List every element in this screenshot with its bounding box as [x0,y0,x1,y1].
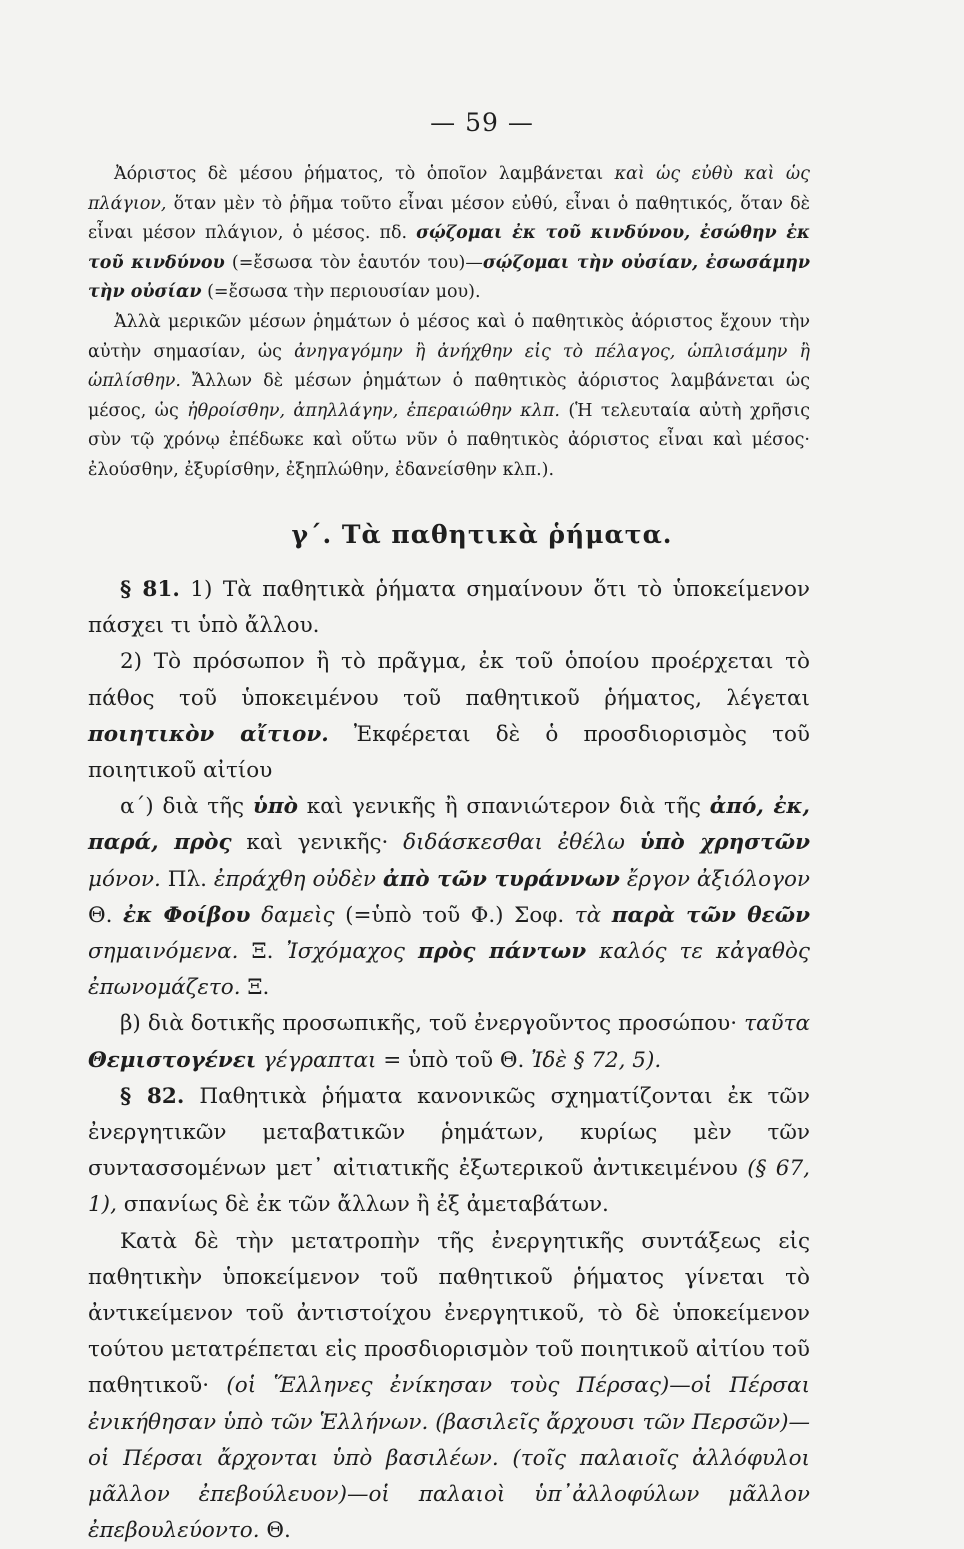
text: (=ἔσωσα τὸν ἑαυτόν του)— [224,252,483,273]
term: ποιητικὸν αἴτιον. [88,721,329,747]
text: Ἀόριστος δὲ μέσου ῥήματος, τὸ ὁποῖον λαμβάνεται [114,164,615,184]
reference: Ἰδὲ § 72, 5). [531,1047,662,1073]
term: ἀπό, ἐκ, παρά, πρὸς [88,794,811,856]
text: 2) Τὸ πρόσωπον ἢ τὸ πρᾶγμα, ἐκ τοῦ ὁποίου προέρχεται τὸ πάθος τοῦ ὑποκειμένου τοῦ παθητικοῦ ῥήματος, λέγεται [88,649,810,711]
text: Ἄλλων δὲ μέσων ῥημάτων ὁ παθητικὸς ἀόριστος λαμβάνεται ὡς μέσος, ὡς [88,371,810,421]
text: β) διὰ δοτικῆς προσωπικῆς, τοῦ ἐνεργοῦντος προσώπου· [120,1011,745,1037]
example-text: σῴζομαι ἐκ τοῦ κινδύνου, ἐσώθην ἐκ τοῦ κινδύνου [88,223,810,273]
term: Θεμιστογένει [88,1047,257,1073]
example-text: καλός τε κἀγαθὸς ἐπωνομάζετο. [88,939,810,1001]
example-text: Ἰσχόμαχος [286,939,418,965]
text: 1) Τὰ παθητικὰ ῥήματα σημαίνουν ὅτι τὸ ὑποκείμενον πάσχει τι ὑπὸ ἄλλου. [88,577,810,639]
term: ὑπὸ χρηστῶν [639,830,810,856]
example-text: τὰ [574,902,612,928]
text: Ἐκφέρεται δὲ ὁ προσδιορισμὸς τοῦ ποιητικοῦ αἰτίου [88,721,810,784]
paragraph-81-alpha [88,789,810,1006]
example-text: (οἱ Ἕλληνες ἐνίκησαν τοὺς Πέρσας)—οἱ Πέρσαι ἐνικήθησαν ὑπὸ τῶν Ἑλλήνων. (βασιλεῖς ἄρχουσι τῶν Περσῶν)—οἱ Πέρσαι ἄρχονται ὑπὸ βασιλέων. (τοῖς παλαιοῖς ἀλλόφυλοι μᾶλλον ἐπεβούλευον)—οἱ παλαιοὶ ὑπ᾽ἀλλοφύλων μᾶλλον ἐπεβουλεύοντο. [88,1373,810,1544]
italic-text: καὶ ὡς εὐθὺ καὶ ὡς πλάγιον, [88,164,810,214]
example-text: ταῦτα [744,1011,810,1037]
text: καὶ γενικῆς ἢ σπανιώτερον διὰ τῆς [297,794,710,820]
example-text: ἔργον ἀξιόλογον [619,866,810,892]
text: ὅταν μὲν τὸ ῥῆμα τοῦτο εἶναι μέσον εὐθύ, εἶναι ὁ παθητικός, ὅταν δὲ εἶναι μέσον πλάγιον, ὁ μέσος. πδ. [88,193,810,244]
term: ὑπὸ [252,794,298,820]
text: Παθητικὰ ῥήματα κανονικῶς σχηματίζονται ἐκ τῶν ἐνεργητικῶν μεταβατικῶν ῥημάτων, κυρίως μὲν τῶν συντασσομένων μετ᾽ αἰτιατικῆς ἐξωτερικοῦ ἀντικειμένου [88,1083,810,1182]
reference: (§ 67, 1), [88,1156,810,1218]
text: Ξ. [238,939,287,965]
intro-section [88,160,810,486]
text: = ὑπὸ τοῦ Θ. [376,1047,532,1073]
example-text: δαμεὶς [250,902,335,928]
text: Ἀλλὰ μερικῶν μέσων ῥημάτων ὁ μέσος καὶ ὁ παθητικὸς ἀόριστος ἔχουν τὴν αὐτὴν σημασίαν, ὡς [88,311,810,362]
paragraph-81-2 [88,644,810,789]
term: ἐκ Φοίβου [123,902,251,928]
text: Πλ. [160,866,214,892]
text: (=ὑπὸ τοῦ Φ.) Σοφ. [334,902,575,928]
example-text: διδάσκεσθαι ἐθέλω [403,830,640,856]
page-number: — 59 — [430,108,534,137]
example-text: γέγραπται [256,1047,377,1073]
text: καὶ γενικῆς· [231,830,404,856]
paragraph-aorist-middle [88,160,810,308]
text: (=ἔσωσα τὴν περιουσίαν μου). [201,282,481,303]
example-text: ἐπράχθη οὐδὲν [213,866,383,892]
term: ἀπὸ τῶν τυράννων [382,866,620,892]
paragraph-82-2 [88,1224,810,1549]
section-number: § 81. [120,577,180,602]
text: Ξ. [240,975,270,1001]
text: (Ἡ τελευταία αὐτὴ χρῆσις σὺν τῷ χρόνῳ ἐπέδωκε καὶ οὕτω νῦν ὁ παθητικὸς ἀόριστος εἶναι καὶ μέσος· ἐλούσθην, ἐξυρίσθην, ἐξηπλώθην, ἐδανείσθην κλπ.). [88,400,810,480]
paragraph-81-1 [88,572,810,644]
example-text: σῴζομαι τὴν οὐσίαν, ἐσωσάμην τὴν οὐσίαν [88,252,810,303]
paragraph-aorist-passive [88,308,810,486]
text: Κατὰ δὲ τὴν μετατροπὴν τῆς ἐνεργητικῆς συντάξεως εἰς παθητικὴν ὑποκείμενον τοῦ παθητικοῦ ῥήματος γίνεται τὸ ἀντικείμενον τοῦ ἀντιστοίχου ἐνεργητικοῦ, τὸ δὲ ὑποκείμενον τούτου μετατρέπεται εἰς προσδιορισμὸν τοῦ ποιητικοῦ αἰτίου τοῦ παθητικοῦ· [88,1228,810,1399]
example-text: ἀνηγαγόμην ἢ ἀνήχθην εἰς τὸ πέλαγος, ὡπλισάμην ἢ ὡπλίσθην. [88,341,810,392]
section-heading: γ΄. Τὰ παθητικὰ ῥήματα. [291,520,673,549]
paragraph-81-beta [88,1006,810,1078]
term: πρὸς πάντων [417,939,587,965]
text: Θ. [259,1518,291,1544]
main-section [88,572,810,1549]
section-number: § 82. [120,1083,185,1109]
text: Θ. [88,902,124,928]
text: σπανίως δὲ ἐκ τῶν ἄλλων ἢ ἐξ ἀμεταβάτων. [116,1192,609,1218]
paragraph-82-1 [88,1079,810,1224]
example-text: ἠθροίσθην, ἀπηλλάγην, ἐπεραιώθην κλπ. [187,400,560,421]
example-text: μόνον. [88,866,161,892]
example-text: σημαινόμενα. [88,939,239,965]
term: παρὰ τῶν θεῶν [611,902,811,928]
text: α΄) διὰ τῆς [120,794,253,820]
